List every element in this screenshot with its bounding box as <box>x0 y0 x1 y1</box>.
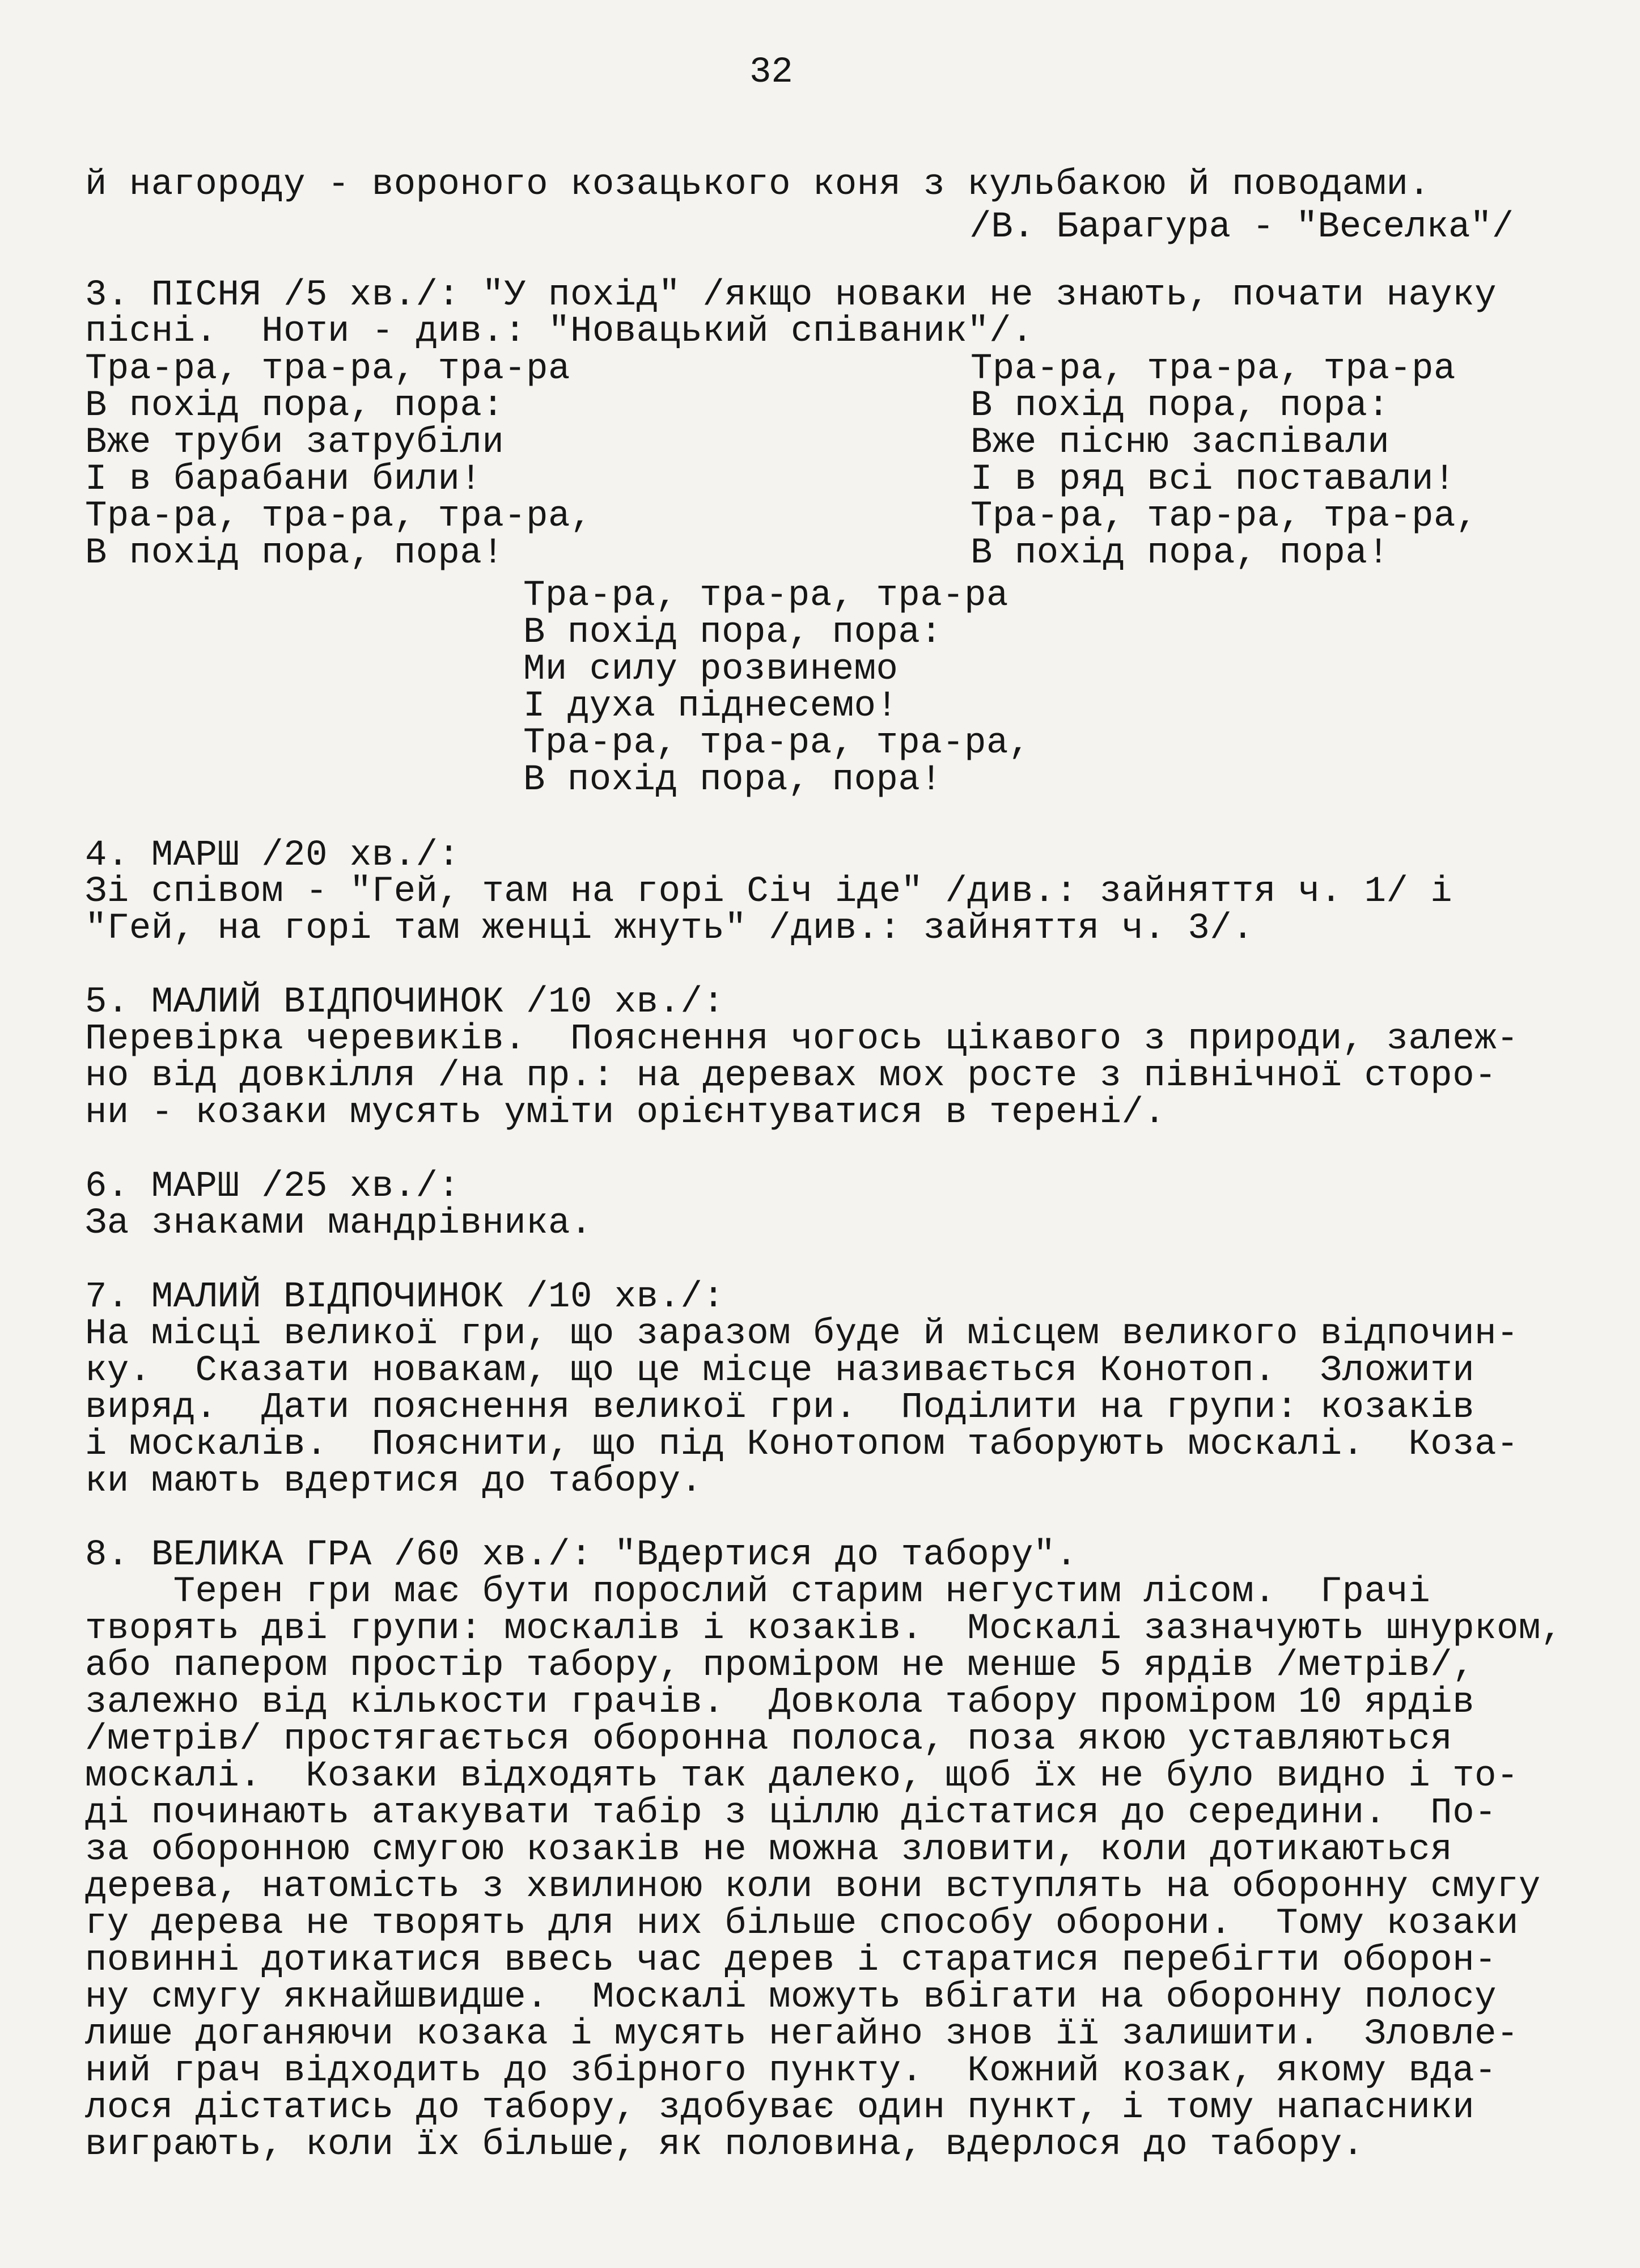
section-8-line: /метрів/ простягається оборонна полоса, поза якою уставляються <box>85 1719 1453 1760</box>
section-8-line: або папером простір табору, проміром не менше 5 ярдів /метрів/, <box>85 1645 1475 1686</box>
section-8-line: ний грач відходить до збірного пункту. Кожний козак, якому вда- <box>85 2051 1497 2092</box>
section-4-heading: 4. МАРШ /20 хв./: <box>85 835 460 876</box>
section-5-heading: 5. МАЛИЙ ВІДПОЧИНОК /10 хв./: <box>85 982 725 1023</box>
section-4-line: Зі співом - "Гей, там на горі Січ іде" /див.: зайняття ч. 1/ і <box>85 871 1453 912</box>
song-center-line: І духа піднесемо! <box>523 686 899 727</box>
song-left-line: Тра-ра, тра-ра, тра-ра <box>85 349 570 390</box>
song-right-line: Тра-ра, тар-ра, тра-ра, <box>971 496 1478 537</box>
song-right-line: І в ряд всі поставали! <box>971 459 1456 500</box>
song-center-line: Тра-ра, тра-ра, тра-ра <box>523 576 1008 616</box>
section-3-heading: 3. ПІСНЯ /5 хв./: "У похід" /якщо новаки не знають, почати науку <box>85 275 1497 316</box>
song-left-line: Вже труби затрубіли <box>85 422 505 463</box>
song-right-line: Вже пісню заспівали <box>971 422 1390 463</box>
song-right-line: В похід пора, пора: <box>971 386 1390 426</box>
section-6-line: За знаками мандрівника. <box>85 1203 592 1244</box>
section-4-line: "Гей, на горі там женці жнуть" /див.: зайняття ч. 3/. <box>85 908 1255 949</box>
song-center-line: Тра-ра, тра-ра, тра-ра, <box>523 723 1031 764</box>
song-center-line: Ми силу розвинемо <box>523 649 899 690</box>
section-3-line: пісні. Ноти - див.: "Новацький співаник"/. <box>85 311 1033 352</box>
section-7-line: На місці великої гри, що заразом буде й місцем великого відпочин- <box>85 1314 1519 1355</box>
section-8-heading: 8. ВЕЛИКА ГРА /60 хв./: "Вдертися до табору". <box>85 1535 1078 1576</box>
section-8-line: виграють, коли їх більше, як половина, вдерлося до табору. <box>85 2125 1364 2165</box>
section-8-line: за оборонною смугою козаків не можна зловити, коли дотикаються <box>85 1830 1453 1871</box>
song-right-line: В похід пора, пора! <box>971 533 1390 574</box>
signature: /В. Барагура - "Веселка"/ <box>969 207 1514 248</box>
section-8-line: лося дістатись до табору, здобуває один пункт, і тому напасники <box>85 2088 1475 2129</box>
section-6-heading: 6. МАРШ /25 хв./: <box>85 1166 460 1207</box>
section-8-line: москалі. Козаки відходять так далеко, щоб їх не було видно і то- <box>85 1756 1519 1797</box>
intro-line: й нагороду - вороного козацького коня з кульбакою й поводами. <box>85 164 1431 205</box>
song-left-line: В похід пора, пора: <box>85 386 505 426</box>
section-8-line: Терен гри має бути порослий старим негустим лісом. Грачі <box>85 1572 1431 1613</box>
section-8-line: залежно від кількости грачів. Довкола табору проміром 10 ярдів <box>85 1682 1475 1723</box>
section-7-line: виряд. Дати пояснення великої гри. Поділити на групи: козаків <box>85 1387 1475 1428</box>
section-8-line: повинні дотикатися ввесь час дерев і старатися перебігти оборон- <box>85 1940 1497 1981</box>
page-number: 32 <box>749 52 793 93</box>
section-8-line: лише доганяючи козака і мусять негайно знов її залишити. Зловле- <box>85 2014 1519 2055</box>
song-center-line: В похід пора, пора! <box>523 760 943 801</box>
song-right-line: Тра-ра, тра-ра, тра-ра <box>971 349 1456 390</box>
song-left-line: Тра-ра, тра-ра, тра-ра, <box>85 496 592 537</box>
section-7-line: і москалів. Пояснити, що під Конотопом таборують москалі. Коза- <box>85 1424 1519 1465</box>
section-5-line: ни - козаки мусять уміти орієнтуватися в терені/. <box>85 1093 1166 1133</box>
section-7-line: ки мають вдертися до табору. <box>85 1461 703 1502</box>
section-8-line: гу дерева не творять для них більше способу оборони. Тому козаки <box>85 1903 1519 1944</box>
song-left-line: В похід пора, пора! <box>85 533 505 574</box>
section-8-line: ну смугу якнайшвидше. Москалі можуть вбігати на оборонну полосу <box>85 1977 1497 2018</box>
section-7-line: ку. Сказати новакам, що це місце називається Конотоп. Зложити <box>85 1351 1475 1391</box>
song-center-line: В похід пора, пора: <box>523 612 943 653</box>
section-7-heading: 7. МАЛИЙ ВІДПОЧИНОК /10 хв./: <box>85 1277 725 1318</box>
section-5-line: но від довкілля /на пр.: на деревах мох росте з північної сторо- <box>85 1056 1497 1097</box>
section-5-line: Перевірка черевиків. Пояснення чогось цікавого з природи, залеж- <box>85 1019 1519 1060</box>
section-8-line: дерева, натомість з хвилиною коли вони вступлять на оборонну смугу <box>85 1867 1541 1907</box>
section-8-line: ді починають атакувати табір з ціллю дістатися до середини. По- <box>85 1793 1497 1834</box>
song-left-line: І в барабани били! <box>85 459 482 500</box>
section-8-line: творять дві групи: москалів і козаків. Москалі зазначують шнурком, <box>85 1609 1563 1649</box>
